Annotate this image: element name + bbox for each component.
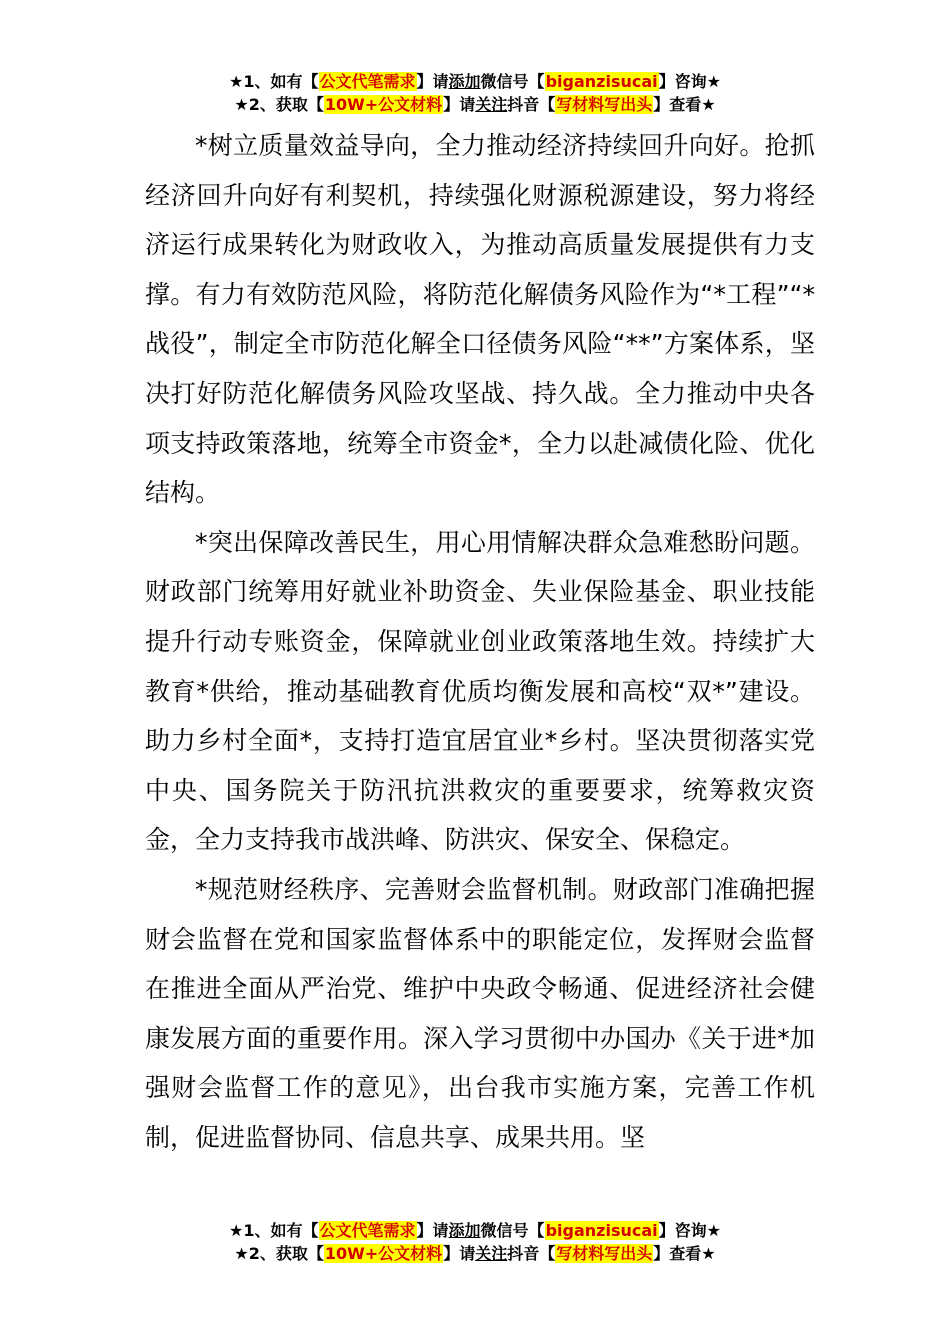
banner-text: 抖音【	[507, 95, 556, 114]
paragraph-supervision: *规范财经秩序、完善财会监督机制。财政部门准确把握财会监督在党和国家监督体系中的职能定位，发挥财会监督在推进全面从严治党、维护中央政令畅通、促进经济社会健康发展方面的重要作用。深入学习贯彻中办国办《关于进*加强财会监督工作的意见》，出台我市实施方案，完善工作机制，促进监督协同、信息共享、成果共用。坚	[145, 874, 815, 1152]
banner-underlined: 添加	[448, 72, 481, 91]
banner-text: ★1、如有【	[229, 1221, 319, 1240]
banner-underlined: 关注	[475, 1244, 508, 1263]
banner-text: 微信号【	[480, 72, 545, 91]
banner-text: 】请	[416, 1221, 449, 1240]
banner-underlined: 关注	[475, 95, 508, 114]
banner-text: 】请	[416, 72, 449, 91]
banner-text: 】请	[443, 95, 476, 114]
banner-wechat-id: biganzisucai	[545, 72, 658, 91]
banner-text: 微信号【	[480, 1221, 545, 1240]
banner-douyin-id: 写材料写出头	[556, 1244, 653, 1263]
banner-text: 抖音【	[507, 1244, 556, 1263]
banner-text: 】咨询★	[658, 72, 721, 91]
footer-line-2	[0, 1242, 950, 1265]
banner-text: 】查看★	[653, 1244, 716, 1263]
footer-banner	[0, 1219, 950, 1265]
banner-underlined: 添加	[448, 1221, 481, 1240]
banner-text: ★2、获取【	[234, 1244, 324, 1263]
header-line-1	[0, 70, 950, 93]
banner-text: 】查看★	[653, 95, 716, 114]
banner-text: ★1、如有【	[229, 72, 319, 91]
paragraph-livelihood: *突出保障改善民生，用心用情解决群众急难愁盼问题。财政部门统筹用好就业补助资金、失业保险基金、职业技能提升行动专账资金，保障就业创业政策落地生效。持续扩大教育*供给，推动基础教育优质均衡发展和高校“双*”建设。助力乡村全面*，支持打造宜居宜业*乡村。坚决贯彻落实党中央、国务院关于防汛抗洪救灾的重要要求，统筹救灾资金，全力支持我市战洪峰、防洪灾、保安全、保稳定。	[145, 527, 815, 855]
footer-line-1	[0, 1219, 950, 1242]
header-line-2	[0, 93, 950, 116]
banner-wechat-id: biganzisucai	[545, 1221, 658, 1240]
banner-highlight: 10W+公文材料	[324, 1244, 443, 1263]
banner-text: ★2、获取【	[234, 95, 324, 114]
paragraph-quality: *树立质量效益导向，全力推动经济持续回升向好。抢抓经济回升向好有利契机，持续强化财源税源建设，努力将经济运行成果转化为财政收入，为推动高质量发展提供有力支撑。有力有效防范风险，将防范化解债务风险作为“*工程”“*战役”，制定全市防范化解全口径债务风险“**”方案体系，坚决打好防范化解债务风险攻坚战、持久战。全力推动中央各项支持政策落地，统筹全市资金*，全力以赴减债化险、优化结构。	[145, 131, 815, 508]
document-body	[145, 121, 815, 1162]
banner-highlight: 公文代笔需求	[319, 72, 416, 91]
banner-text: 】咨询★	[658, 1221, 721, 1240]
banner-highlight: 公文代笔需求	[319, 1221, 416, 1240]
banner-text: 】请	[443, 1244, 476, 1263]
banner-douyin-id: 写材料写出头	[556, 95, 653, 114]
banner-highlight: 10W+公文材料	[324, 95, 443, 114]
header-banner	[0, 70, 950, 116]
